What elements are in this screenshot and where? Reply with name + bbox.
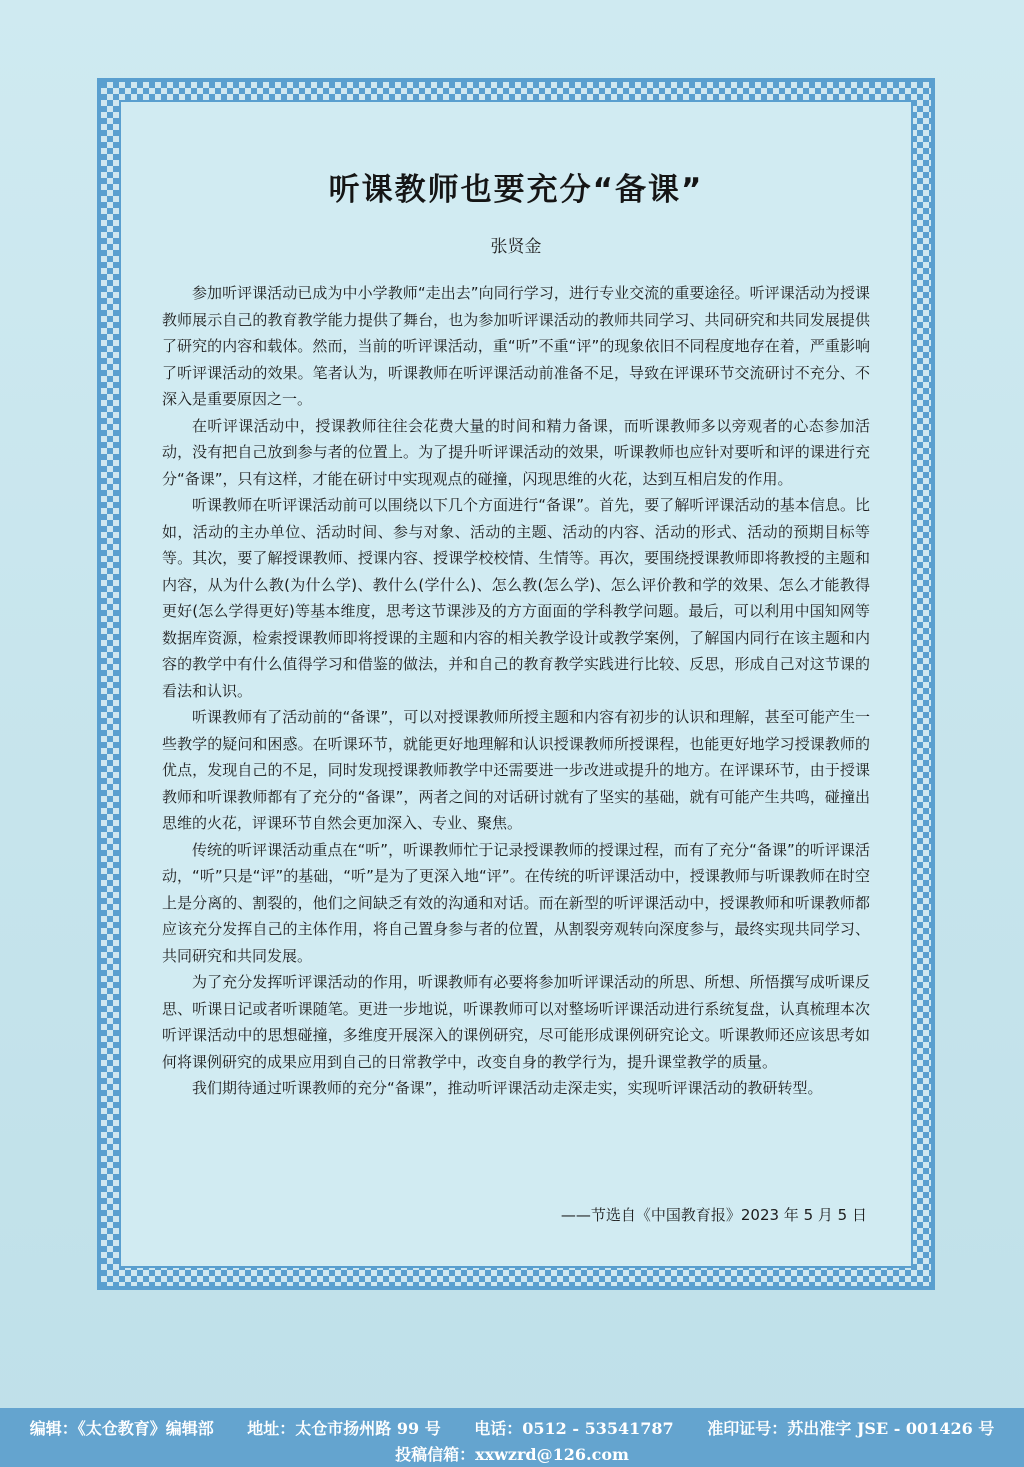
paragraph-1: 参加听评课活动已成为中小学教师“走出去”向同行学习，进行专业交流的重要途径。听评课活动为授课教师展示自己的教育教学能力提供了舞台，也为参加听评课活动的教师共同学习、共同研究和共同发展提供了研究的内容和载体。然而，当前的听评课活动，重“听”不重“评”的现象依旧不同程度地存在着，严重影响了听评课活动的效果。笔者认为，听课教师在听评课活动前准备不足，导致在评课环节交流研讨不充分、不深入是重要原因之一。 bbox=[162, 284, 870, 408]
article-source: ——节选自《中国教育报》2023 年 5 月 5 日 bbox=[560, 1206, 867, 1224]
article-body bbox=[162, 280, 870, 1102]
footer-bar bbox=[0, 1408, 1024, 1467]
footer-info-line bbox=[0, 1416, 1024, 1439]
paragraph-6: 为了充分发挥听评课活动的作用，听课教师有必要将参加听评课活动的所思、所想、所悟撰写成听课反思、听课日记或者听课随笔。更进一步地说，听课教师可以对整场听评课活动进行系统复盘，认真梳理本次听评课活动中的思想碰撞，多维度开展深入的课例研究，尽可能形成课例研究论文。听课教师还应该思考如何将课例研究的成果应用到自己的日常教学中，改变自身的教学行为，提升课堂教学的质量。 bbox=[162, 973, 870, 1071]
footer-editor: 编辑：《太仓教育》编辑部 bbox=[29, 1419, 214, 1438]
paragraph-5: 传统的听评课活动重点在“听”，听课教师忙于记录授课教师的授课过程，而有了充分“备课”的听评课活动，“听”只是“评”的基础，“听”是为了更深入地“评”。在传统的听评课活动中，授课教师与听课教师在时空上是分离的、割裂的，他们之间缺乏有效的沟通和对话。而在新型的听评课活动中，授课教师和听课教师都应该充分发挥自己的主体作用，将自己置身参与者的位置，从割裂旁观转向深度参与，最终实现共同学习、共同研究和共同发展。 bbox=[162, 840, 870, 965]
paragraph-2: 在听评课活动中，授课教师往往会花费大量的时间和精力备课，而听课教师多以旁观者的心态参加活动，没有把自己放到参与者的位置上。为了提升听评课活动的效果，听课教师也应针对要听和评的课进行充分“备课”，只有这样，才能在研讨中实现观点的碰撞，闪现思维的火花，达到互相启发的作用。 bbox=[162, 416, 870, 488]
footer-email: 投稿信箱：xxwzrd@126.com bbox=[395, 1445, 629, 1464]
article-author: 张贤金 bbox=[490, 237, 542, 257]
paragraph-4: 听课教师有了活动前的“备课”，可以对授课教师所授主题和内容有初步的认识和理解，甚至可能产生一些教学的疑问和困惑。在听课环节，就能更好地理解和认识授课教师所授课程，也能更好地学习授课教师的优点，发现自己的不足，同时发现授课教师教学中还需要进一步改进或提升的地方。在评课环节，由于授课教师和听课教师都有了充分的“备课”，两者之间的对话研讨就有了坚实的基础，就有可能产生共鸣，碰撞出思维的火花，评课环节自然会更加深入、专业、聚焦。 bbox=[162, 708, 870, 832]
footer-email-line bbox=[0, 1442, 1024, 1465]
footer-address: 地址：太仓市扬州路 99 号 bbox=[247, 1419, 441, 1438]
footer-permit: 准印证号：苏出准字 JSE - 001426 号 bbox=[707, 1419, 995, 1438]
article-panel bbox=[119, 100, 913, 1268]
decorative-diamond-border bbox=[97, 78, 935, 1290]
footer-phone: 电话：0512 - 53541787 bbox=[474, 1419, 674, 1438]
paragraph-7: 我们期待通过听课教师的充分“备课”，推动听评课活动走深走实，实现听评课活动的教研转型。 bbox=[192, 1079, 823, 1097]
paragraph-3: 听课教师在听评课活动前可以围绕以下几个方面进行“备课”。首先，要了解听评课活动的基本信息。比如，活动的主办单位、活动时间、参与对象、活动的主题、活动的内容、活动的形式、活动的预期目标等等。其次，要了解授课教师、授课内容、授课学校校情、生情等。再次，要围绕授课教师即将教授的主题和内容，从为什么教(为什么学)、教什么(学什么)、怎么教(怎么学)、怎么评价教和学的效果、怎么才能教得更好(怎么学得更好)等基本维度，思考这节课涉及的方方面面的学科教学问题。最后，可以利用中国知网等数据库资源，检索授课教师即将授课的主题和内容的相关教学设计或教学案例，了解国内同行在该主题和内容的教学中有什么值得学习和借鉴的做法，并和自己的教育教学实践进行比较、反思，形成自己对这节课的看法和认识。 bbox=[162, 496, 870, 700]
article-title: 听课教师也要充分“备课” bbox=[328, 172, 704, 208]
